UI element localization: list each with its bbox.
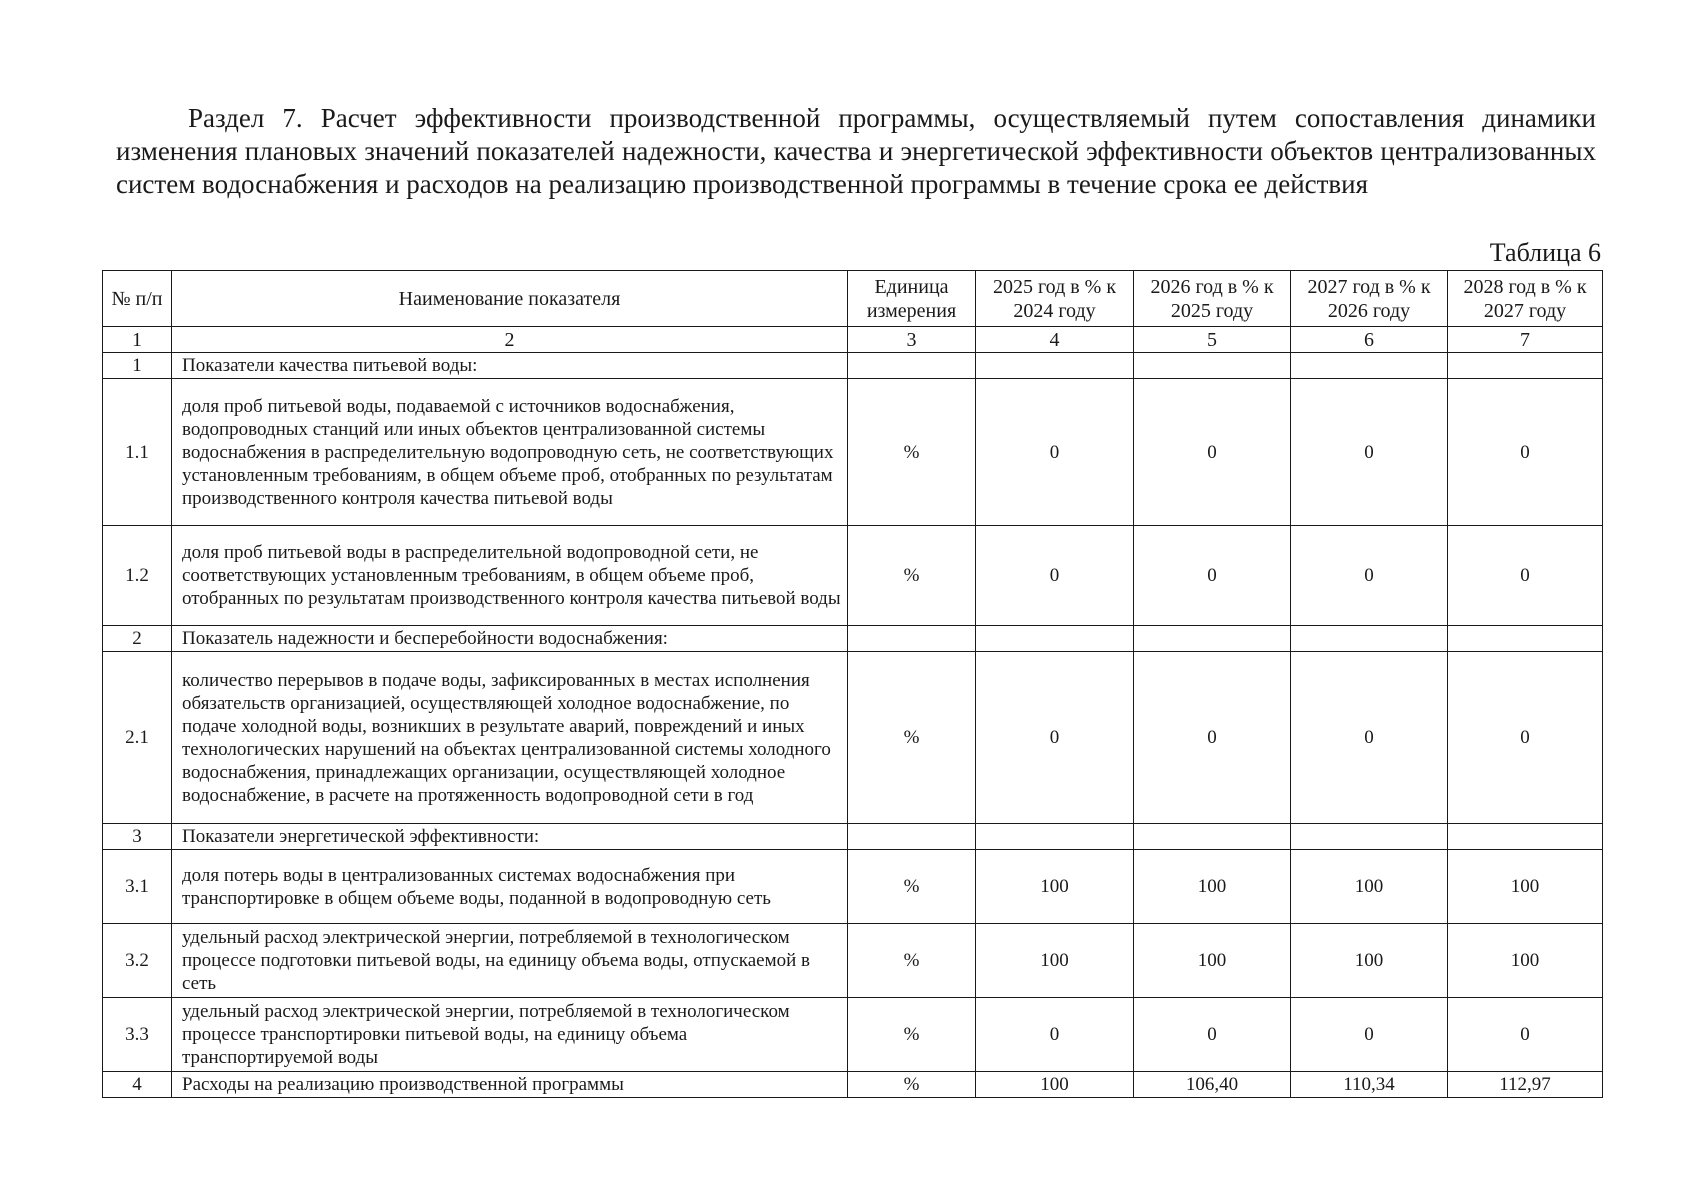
value-2025 bbox=[976, 824, 1134, 850]
table-row bbox=[103, 998, 1603, 1072]
table-header-row bbox=[103, 271, 1603, 327]
value-2028 bbox=[1448, 824, 1603, 850]
header-num: № п/п bbox=[103, 271, 172, 327]
indicator-name: Показатели качества питьевой воды: bbox=[172, 353, 848, 379]
value-2027: 100 bbox=[1291, 850, 1448, 924]
value-2026: 100 bbox=[1134, 924, 1291, 998]
indicator-name: Показатель надежности и бесперебойности водоснабжения: bbox=[172, 626, 848, 652]
value-2027: 0 bbox=[1291, 652, 1448, 824]
value-2027: 100 bbox=[1291, 924, 1448, 998]
row-number: 3.1 bbox=[103, 850, 172, 924]
row-number: 3 bbox=[103, 824, 172, 850]
row-number: 4 bbox=[103, 1072, 172, 1098]
value-2027: 0 bbox=[1291, 379, 1448, 526]
table-row bbox=[103, 526, 1603, 626]
unit-cell: % bbox=[848, 526, 976, 626]
column-index: 3 bbox=[848, 327, 976, 353]
indicator-name: удельный расход электрической энергии, потребляемой в технологическом процессе подготовки питьевой воды, на единицу объема воды, отпускаемой в сеть bbox=[172, 924, 848, 998]
value-2028: 0 bbox=[1448, 998, 1603, 1072]
row-number: 1 bbox=[103, 353, 172, 379]
unit-cell: % bbox=[848, 924, 976, 998]
value-2025: 0 bbox=[976, 526, 1134, 626]
value-2025: 0 bbox=[976, 652, 1134, 824]
header-name: Наименование показателя bbox=[172, 271, 848, 327]
row-number: 3.2 bbox=[103, 924, 172, 998]
table-row bbox=[103, 353, 1603, 379]
value-2026: 106,40 bbox=[1134, 1072, 1291, 1098]
column-index: 2 bbox=[172, 327, 848, 353]
column-index: 4 bbox=[976, 327, 1134, 353]
unit-cell bbox=[848, 626, 976, 652]
value-2028: 0 bbox=[1448, 379, 1603, 526]
table-row bbox=[103, 379, 1603, 526]
section-heading: Раздел 7. Расчет эффективности производственной программы, осуществляемый путем сопоставления динамики изменения плановых значений показателей надежности, качества и энергетической эффективности объектов централизованных систем водоснабжения и расходов на реализацию производственной программы в течение срока ее действия bbox=[116, 103, 1596, 199]
header-2026: 2026 год в % к 2025 году bbox=[1134, 271, 1291, 327]
indicator-name: доля проб питьевой воды в распределительной водопроводной сети, не соответствующих установленным требованиям, в общем объеме проб, отобранных по результатам производственного контроля качества питьевой воды bbox=[172, 526, 848, 626]
indicator-name: доля проб питьевой воды, подаваемой с источников водоснабжения, водопроводных станций или иных объектов централизованной системы водоснабжения в распределительную водопроводную сеть, не соответствующих установленным требованиям, в общем объеме проб, отобранных по результатам производственного контроля качества питьевой воды bbox=[172, 379, 848, 526]
indicator-name: Расходы на реализацию производственной программы bbox=[172, 1072, 848, 1098]
row-number: 1.1 bbox=[103, 379, 172, 526]
unit-cell: % bbox=[848, 379, 976, 526]
value-2025: 0 bbox=[976, 379, 1134, 526]
table-row bbox=[103, 652, 1603, 824]
column-index: 7 bbox=[1448, 327, 1603, 353]
column-index: 5 bbox=[1134, 327, 1291, 353]
value-2025: 0 bbox=[976, 998, 1134, 1072]
value-2025: 100 bbox=[976, 1072, 1134, 1098]
value-2026 bbox=[1134, 626, 1291, 652]
value-2025 bbox=[976, 353, 1134, 379]
value-2026: 0 bbox=[1134, 652, 1291, 824]
value-2028: 100 bbox=[1448, 850, 1603, 924]
value-2026 bbox=[1134, 353, 1291, 379]
indicator-name: Показатели энергетической эффективности: bbox=[172, 824, 848, 850]
value-2027: 0 bbox=[1291, 998, 1448, 1072]
value-2028: 112,97 bbox=[1448, 1072, 1603, 1098]
value-2028: 100 bbox=[1448, 924, 1603, 998]
value-2027 bbox=[1291, 824, 1448, 850]
table-row bbox=[103, 924, 1603, 998]
unit-cell bbox=[848, 824, 976, 850]
table-row bbox=[103, 824, 1603, 850]
value-2027: 110,34 bbox=[1291, 1072, 1448, 1098]
indicators-table bbox=[102, 270, 1603, 1098]
value-2028 bbox=[1448, 626, 1603, 652]
value-2025 bbox=[976, 626, 1134, 652]
header-2027: 2027 год в % к 2026 году bbox=[1291, 271, 1448, 327]
table-row bbox=[103, 1072, 1603, 1098]
unit-cell: % bbox=[848, 850, 976, 924]
value-2026: 0 bbox=[1134, 998, 1291, 1072]
value-2025: 100 bbox=[976, 924, 1134, 998]
row-number: 2 bbox=[103, 626, 172, 652]
value-2026: 0 bbox=[1134, 526, 1291, 626]
row-number: 2.1 bbox=[103, 652, 172, 824]
value-2028: 0 bbox=[1448, 526, 1603, 626]
value-2026: 0 bbox=[1134, 379, 1291, 526]
header-2028: 2028 год в % к 2027 году bbox=[1448, 271, 1603, 327]
column-index-row bbox=[103, 327, 1603, 353]
value-2028: 0 bbox=[1448, 652, 1603, 824]
row-number: 1.2 bbox=[103, 526, 172, 626]
unit-cell: % bbox=[848, 652, 976, 824]
value-2027: 0 bbox=[1291, 526, 1448, 626]
column-index: 6 bbox=[1291, 327, 1448, 353]
value-2026 bbox=[1134, 824, 1291, 850]
value-2025: 100 bbox=[976, 850, 1134, 924]
header-unit: Единица измерения bbox=[848, 271, 976, 327]
value-2027 bbox=[1291, 626, 1448, 652]
value-2027 bbox=[1291, 353, 1448, 379]
indicator-name: доля потерь воды в централизованных системах водоснабжения при транспортировке в общем объеме воды, поданной в водопроводную сеть bbox=[172, 850, 848, 924]
column-index: 1 bbox=[103, 327, 172, 353]
unit-cell bbox=[848, 353, 976, 379]
value-2026: 100 bbox=[1134, 850, 1291, 924]
table-row bbox=[103, 626, 1603, 652]
indicator-name: количество перерывов в подаче воды, зафиксированных в местах исполнения обязательств организацией, осуществляющей холодное водоснабжение, по подаче холодной воды, возникших в результате аварий, повреждений и иных технологических нарушений на объектах централизованной системы холодного водоснабжения, принадлежащих организации, осуществляющей холодное водоснабжение, в расчете на протяженность водопроводной сети в год bbox=[172, 652, 848, 824]
indicator-name: удельный расход электрической энергии, потребляемой в технологическом процессе транспортировки питьевой воды, на единицу объема транспортируемой воды bbox=[172, 998, 848, 1072]
value-2028 bbox=[1448, 353, 1603, 379]
table-caption: Таблица 6 bbox=[1489, 238, 1601, 267]
row-number: 3.3 bbox=[103, 998, 172, 1072]
unit-cell: % bbox=[848, 1072, 976, 1098]
header-2025: 2025 год в % к 2024 году bbox=[976, 271, 1134, 327]
table-row bbox=[103, 850, 1603, 924]
unit-cell: % bbox=[848, 998, 976, 1072]
